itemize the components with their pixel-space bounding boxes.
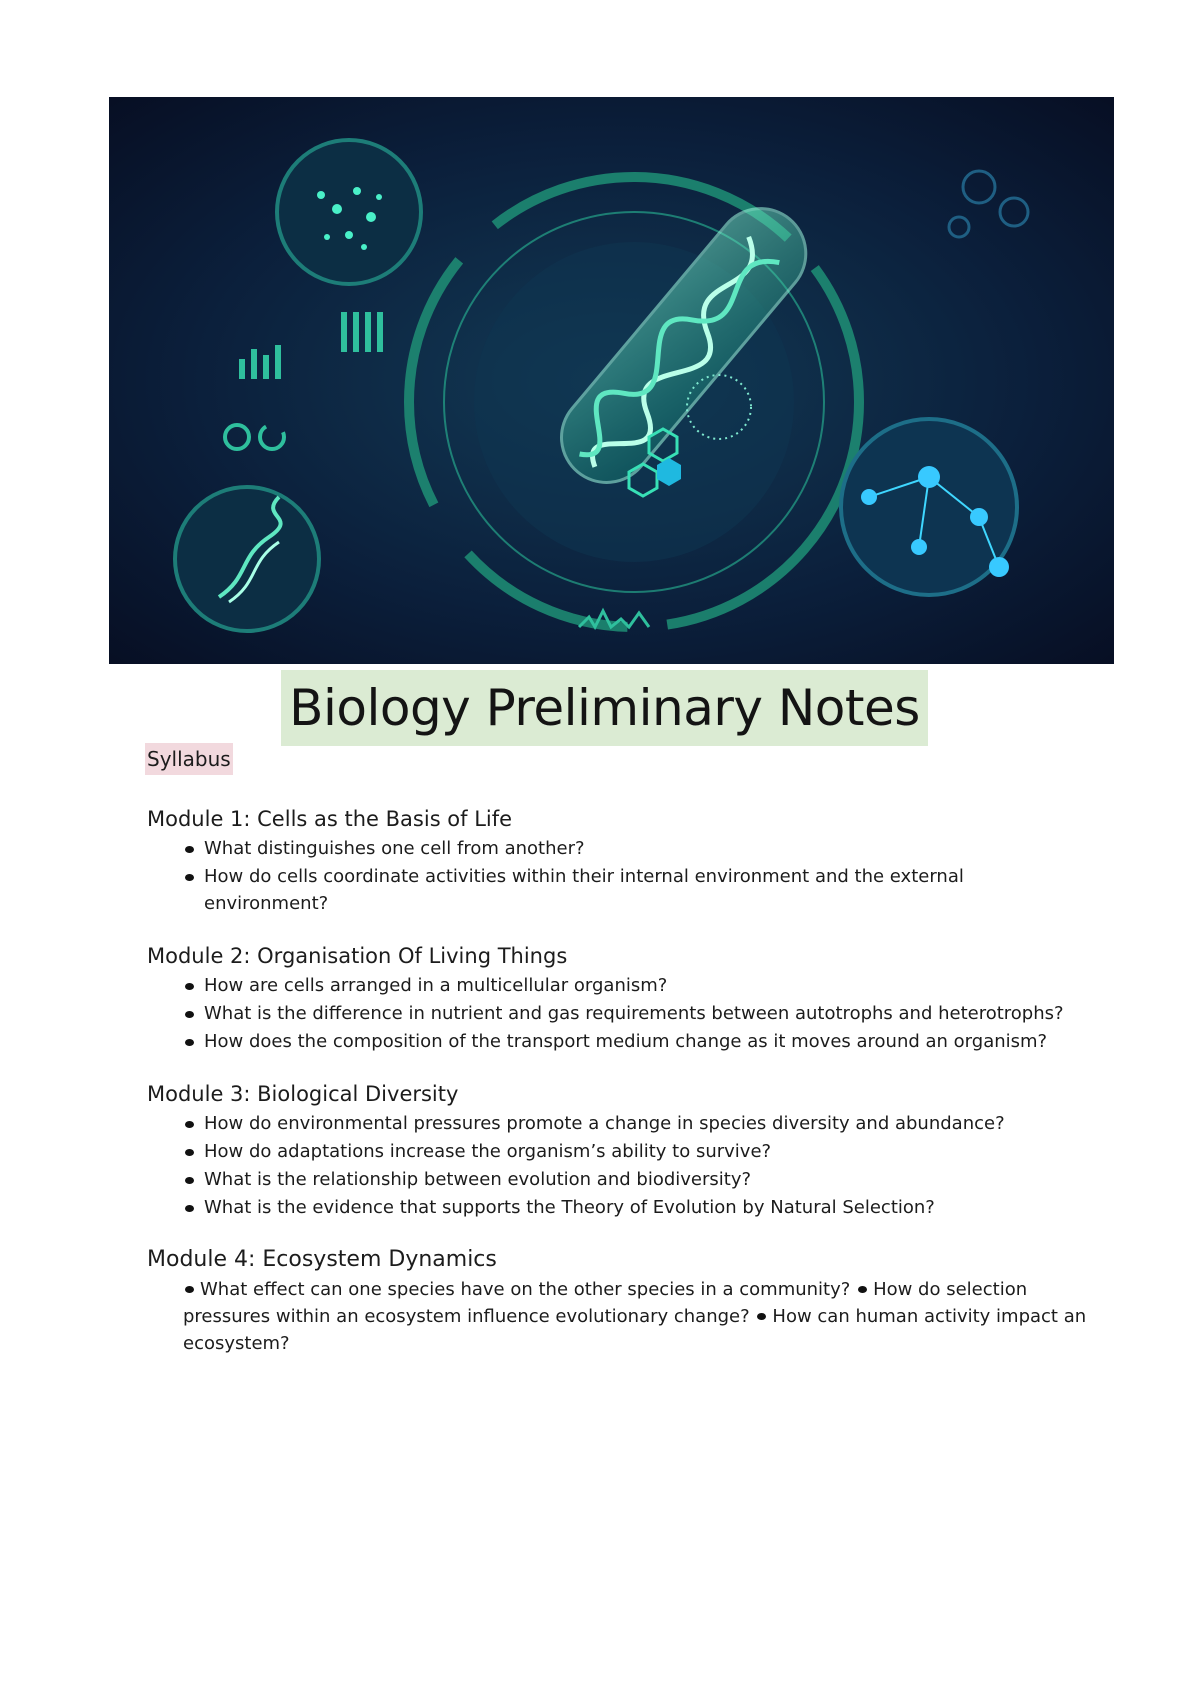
question-item: How can human activity impact an ecosystem? bbox=[183, 1306, 1087, 1354]
question-item: How do cells coordinate activities within their internal environment and the external environment? bbox=[183, 863, 1087, 917]
module-1 bbox=[147, 804, 1087, 917]
module-heading: Module 4: Ecosystem Dynamics bbox=[147, 1247, 497, 1272]
question-item: How do selection pressures within an ecosystem influence evolutionary change? bbox=[183, 1279, 1028, 1327]
header-banner-image bbox=[109, 97, 1114, 664]
question-item: How do adaptations increase the organism’s ability to survive? bbox=[183, 1138, 1087, 1165]
page-title: Biology Preliminary Notes bbox=[281, 670, 928, 746]
title-container bbox=[0, 670, 1200, 746]
module-4 bbox=[147, 1245, 1087, 1357]
question-item: What is the relationship between evolution and biodiversity? bbox=[183, 1166, 1087, 1193]
question-list bbox=[147, 835, 1087, 917]
bullet-icon bbox=[757, 1313, 766, 1320]
question-list bbox=[147, 972, 1087, 1055]
question-item: How does the composition of the transport medium change as it moves around an organism? bbox=[183, 1028, 1087, 1055]
question-item: How do environmental pressures promote a change in species diversity and abundance? bbox=[183, 1110, 1087, 1137]
question-item: What is the evidence that supports the Theory of Evolution by Natural Selection? bbox=[183, 1194, 1087, 1221]
module-heading: Module 3: Biological Diversity bbox=[147, 1082, 459, 1106]
inline-question-paragraph bbox=[183, 1276, 1087, 1357]
bullet-icon bbox=[185, 1286, 194, 1293]
module-heading: Module 1: Cells as the Basis of Life bbox=[147, 807, 513, 831]
question-item: How are cells arranged in a multicellular organism? bbox=[183, 972, 1087, 999]
question-item: What is the difference in nutrient and gas requirements between autotrophs and heterotrophs? bbox=[183, 1000, 1087, 1027]
syllabus-label: Syllabus bbox=[145, 743, 233, 775]
question-item: What effect can one species have on the other species in a community? bbox=[200, 1279, 851, 1300]
question-item: What distinguishes one cell from another? bbox=[183, 835, 1087, 862]
module-3 bbox=[147, 1079, 1087, 1221]
bullet-icon bbox=[858, 1286, 867, 1293]
module-heading: Module 2: Organisation Of Living Things bbox=[147, 944, 568, 968]
question-list bbox=[147, 1110, 1087, 1221]
module-2 bbox=[147, 941, 1087, 1055]
module-list bbox=[147, 804, 1087, 1381]
biotech-illustration bbox=[109, 97, 1114, 664]
